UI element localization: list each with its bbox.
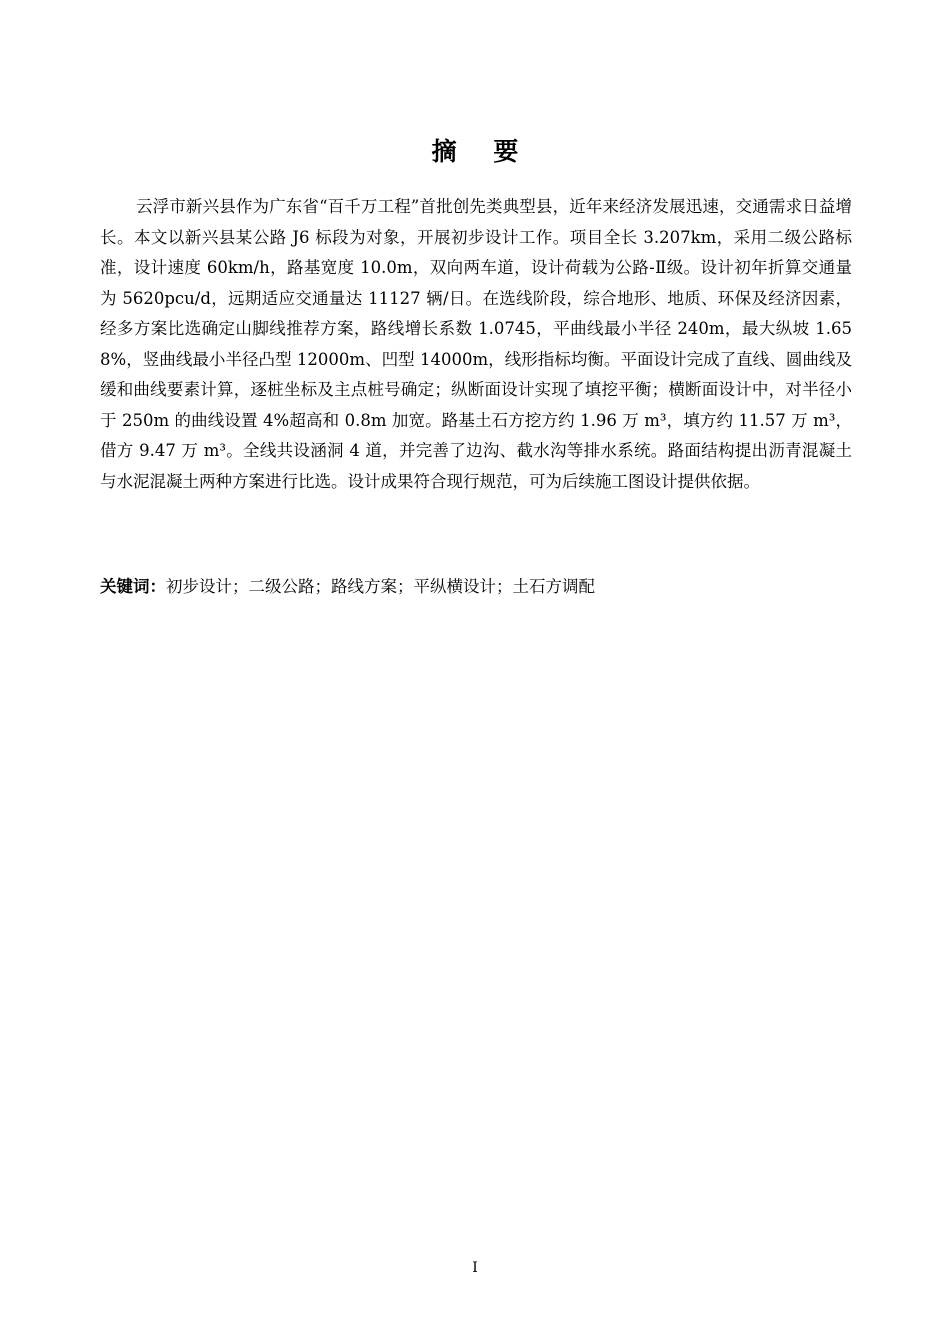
abstract-title: 摘 要: [431, 137, 533, 166]
keywords-label: 关键词：: [100, 577, 166, 596]
keywords-line: [100, 572, 852, 602]
page-number: I: [472, 1260, 478, 1276]
keywords-text: 初步设计；二级公路；路线方案；平纵横设计；土石方调配: [166, 577, 595, 596]
abstract-paragraph: 云浮市新兴县作为广东省“百千万工程”首批创先类典型县，近年来经济发展迅速，交通需求日益增长。本文以新兴县某公路 J6 标段为对象，开展初步设计工作。项目全长 3.207km，采用二级公路标准，设计速度 60km/h，路基宽度 10.0m，双向两车道，设计荷载为公路-Ⅱ级。设计初年折算交通量为 5620pcu/d，远期适应交通量达 11127 辆/日。在选线阶段，综合地形、地质、环保及经济因素，经多方案比选确定山脚线推荐方案，路线增长系数 1.0745，平曲线最小半径 240m，最大纵坡 1.658%，竖曲线最小半径凸型 12000m、凹型 14000m，线形指标均衡。平面设计完成了直线、圆曲线及缓和曲线要素计算，逐桩坐标及主点桩号确定；纵断面设计实现了填挖平衡；横断面设计中，对半径小于 250m 的曲线设置 4%超高和 0.8m 加宽。路基土石方挖方约 1.96 万 m³，填方约 11.57 万 m³，借方 9.47 万 m³。全线共设涵洞 4 道，并完善了边沟、截水沟等排水系统。路面结构提出沥青混凝土与水泥混凝土两种方案进行比选。设计成果符合现行规范，可为后续施工图设计提供依据。: [100, 197, 852, 491]
